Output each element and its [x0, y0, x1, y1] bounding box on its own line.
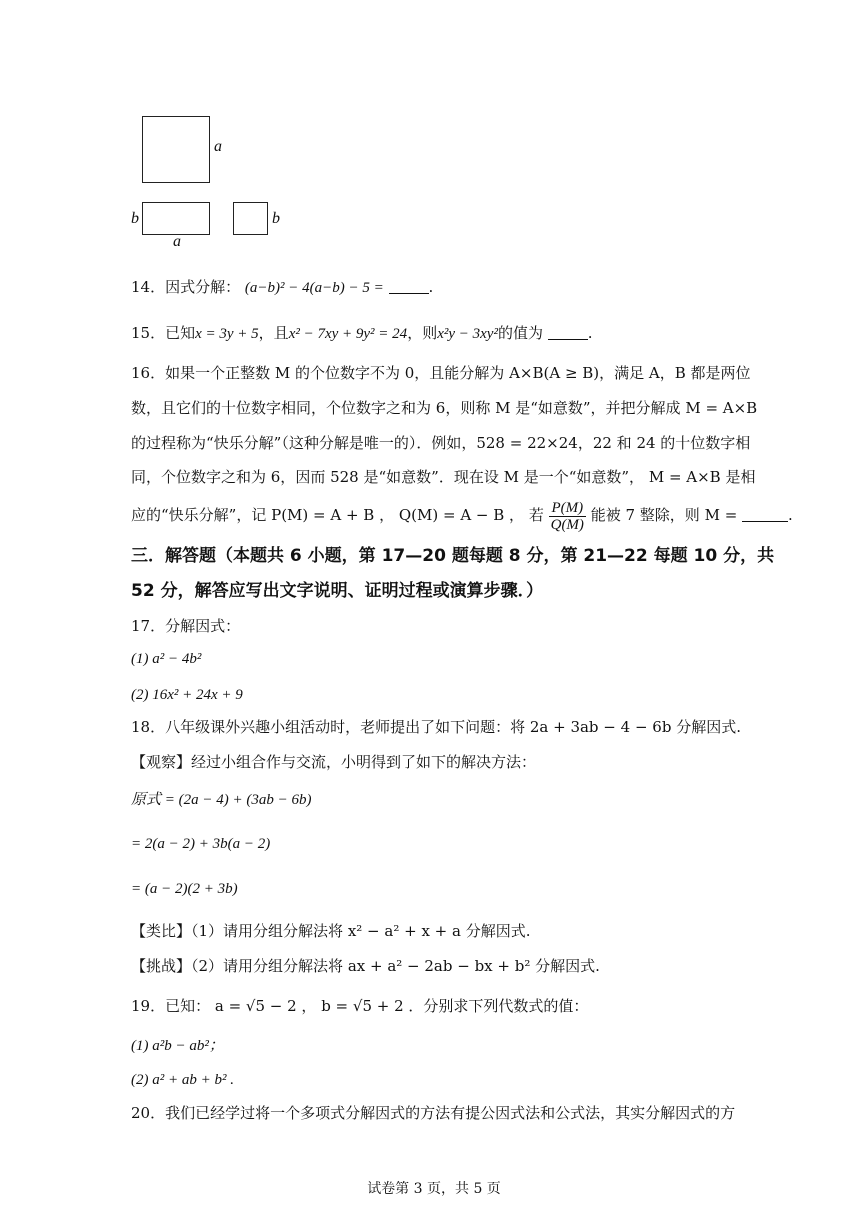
rect-side-label: b [131, 210, 139, 227]
small-square [233, 202, 268, 235]
rect-bottom-label: a [173, 233, 181, 250]
question-16-line-5 [131, 499, 793, 533]
question-19-part-1: (1) a²b − ab²； [131, 1038, 224, 1054]
question-18-observe: 【观察】经过小组合作与交流，小明得到了如下的解决方法： [131, 753, 537, 771]
small-square-side-label: b [272, 210, 280, 227]
q16-line-5-text-2: 能被 7 整除，则 M = [590, 506, 738, 524]
section-3-heading-line-1: 三．解答题（本题共 6 小题，第 17—20 题每题 8 分，第 21—22 每题 10 分，共 [131, 546, 775, 566]
q16-end: . [788, 506, 793, 524]
fraction-numerator: P(M) [549, 500, 586, 517]
question-16-line-2: 数，且它们的十位数字相同，个位数字之和为 6，则称 M 是“如意数”，并把分解成 M = A×B [131, 399, 758, 417]
answer-blank [742, 507, 788, 522]
section-3-heading-line-2: 52 分，解答应写出文字说明、证明过程或演算步骤．） [131, 581, 544, 601]
q15-expr-2: x² − 7xy + 9y² = 24 [288, 326, 408, 342]
question-15 [131, 322, 593, 345]
q15-end: . [587, 324, 593, 342]
fraction-denominator: Q(M) [550, 516, 584, 533]
rectangle [142, 202, 210, 235]
question-14 [131, 276, 433, 299]
q15-text-2: ，且 [258, 324, 289, 342]
question-18-title: 18．八年级课外兴趣小组活动时，老师提出了如下问题：将 2a + 3ab − 4 − 6b 分解因式. [131, 718, 741, 736]
question-17-title: 17．分解因式： [131, 617, 241, 635]
question-16-line-1: 16．如果一个正整数 M 的个位数字不为 0，且能分解为 A×B(A ≥ B)，满足 A，B 都是两位 [131, 364, 751, 382]
question-16-line-4: 同，个位数字之和为 6，因而 528 是“如意数”．现在设 M 是一个“如意数”， M = A×B 是相 [131, 468, 756, 486]
q15-text-4: 的值为 [497, 324, 543, 342]
q15-expr-3: x²y − 3xy² [437, 326, 498, 342]
big-square [142, 116, 210, 183]
question-17-part-1: (1) a² − 4b² [131, 651, 202, 667]
answer-blank [548, 325, 588, 340]
q15-text-3: ，则 [407, 324, 438, 342]
question-18-step-2: = 2(a − 2) + 3b(a − 2) [131, 836, 271, 852]
q15-expr-1: x = 3y + 5 [195, 326, 259, 342]
big-square-side-label: a [214, 138, 222, 155]
question-17-part-2: (2) 16x² + 24x + 9 [131, 687, 243, 703]
q14-number: 14． [131, 278, 166, 296]
question-16-line-3: 的过程称为“快乐分解”（这种分解是唯一的）．例如，528 = 22×24，22 和 24 的十位数字相 [131, 434, 751, 452]
question-19-title: 19．已知： a = √5 − 2 ， b = √5 + 2 ．分别求下列代数式的值： [131, 997, 589, 1015]
page-footer: 试卷第 3 页，共 5 页 [367, 1181, 501, 1197]
question-18-step-3: = (a − 2)(2 + 3b) [131, 881, 238, 897]
q16-line-5-text: 应的“快乐分解”，记 P(M) = A + B ， Q(M) = A − B ， 若 [131, 506, 544, 524]
q15-text-1: 已知 [165, 324, 196, 342]
fraction-p-over-q [549, 500, 586, 533]
question-19-part-2: (2) a² + ab + b² . [131, 1072, 234, 1088]
q14-text: 因式分解： [165, 278, 241, 296]
question-18-challenge: 【挑战】（2）请用分组分解法将 ax + a² − 2ab − bx + b² 分解因式. [131, 957, 600, 975]
question-20-line-1: 20．我们已经学过将一个多项式分解因式的方法有提公因式法和公式法，其实分解因式的方 [131, 1104, 736, 1122]
q15-number: 15． [131, 324, 166, 342]
question-18-analogy: 【类比】（1）请用分组分解法将 x² − a² + x + a 分解因式. [131, 922, 531, 940]
q14-expression: (a−b)² − 4(a−b) − 5 = [244, 280, 384, 296]
question-18-step-1: 原式 = (2a − 4) + (3ab − 6b) [131, 792, 312, 808]
q14-end: . [428, 278, 434, 296]
answer-blank [389, 279, 429, 294]
